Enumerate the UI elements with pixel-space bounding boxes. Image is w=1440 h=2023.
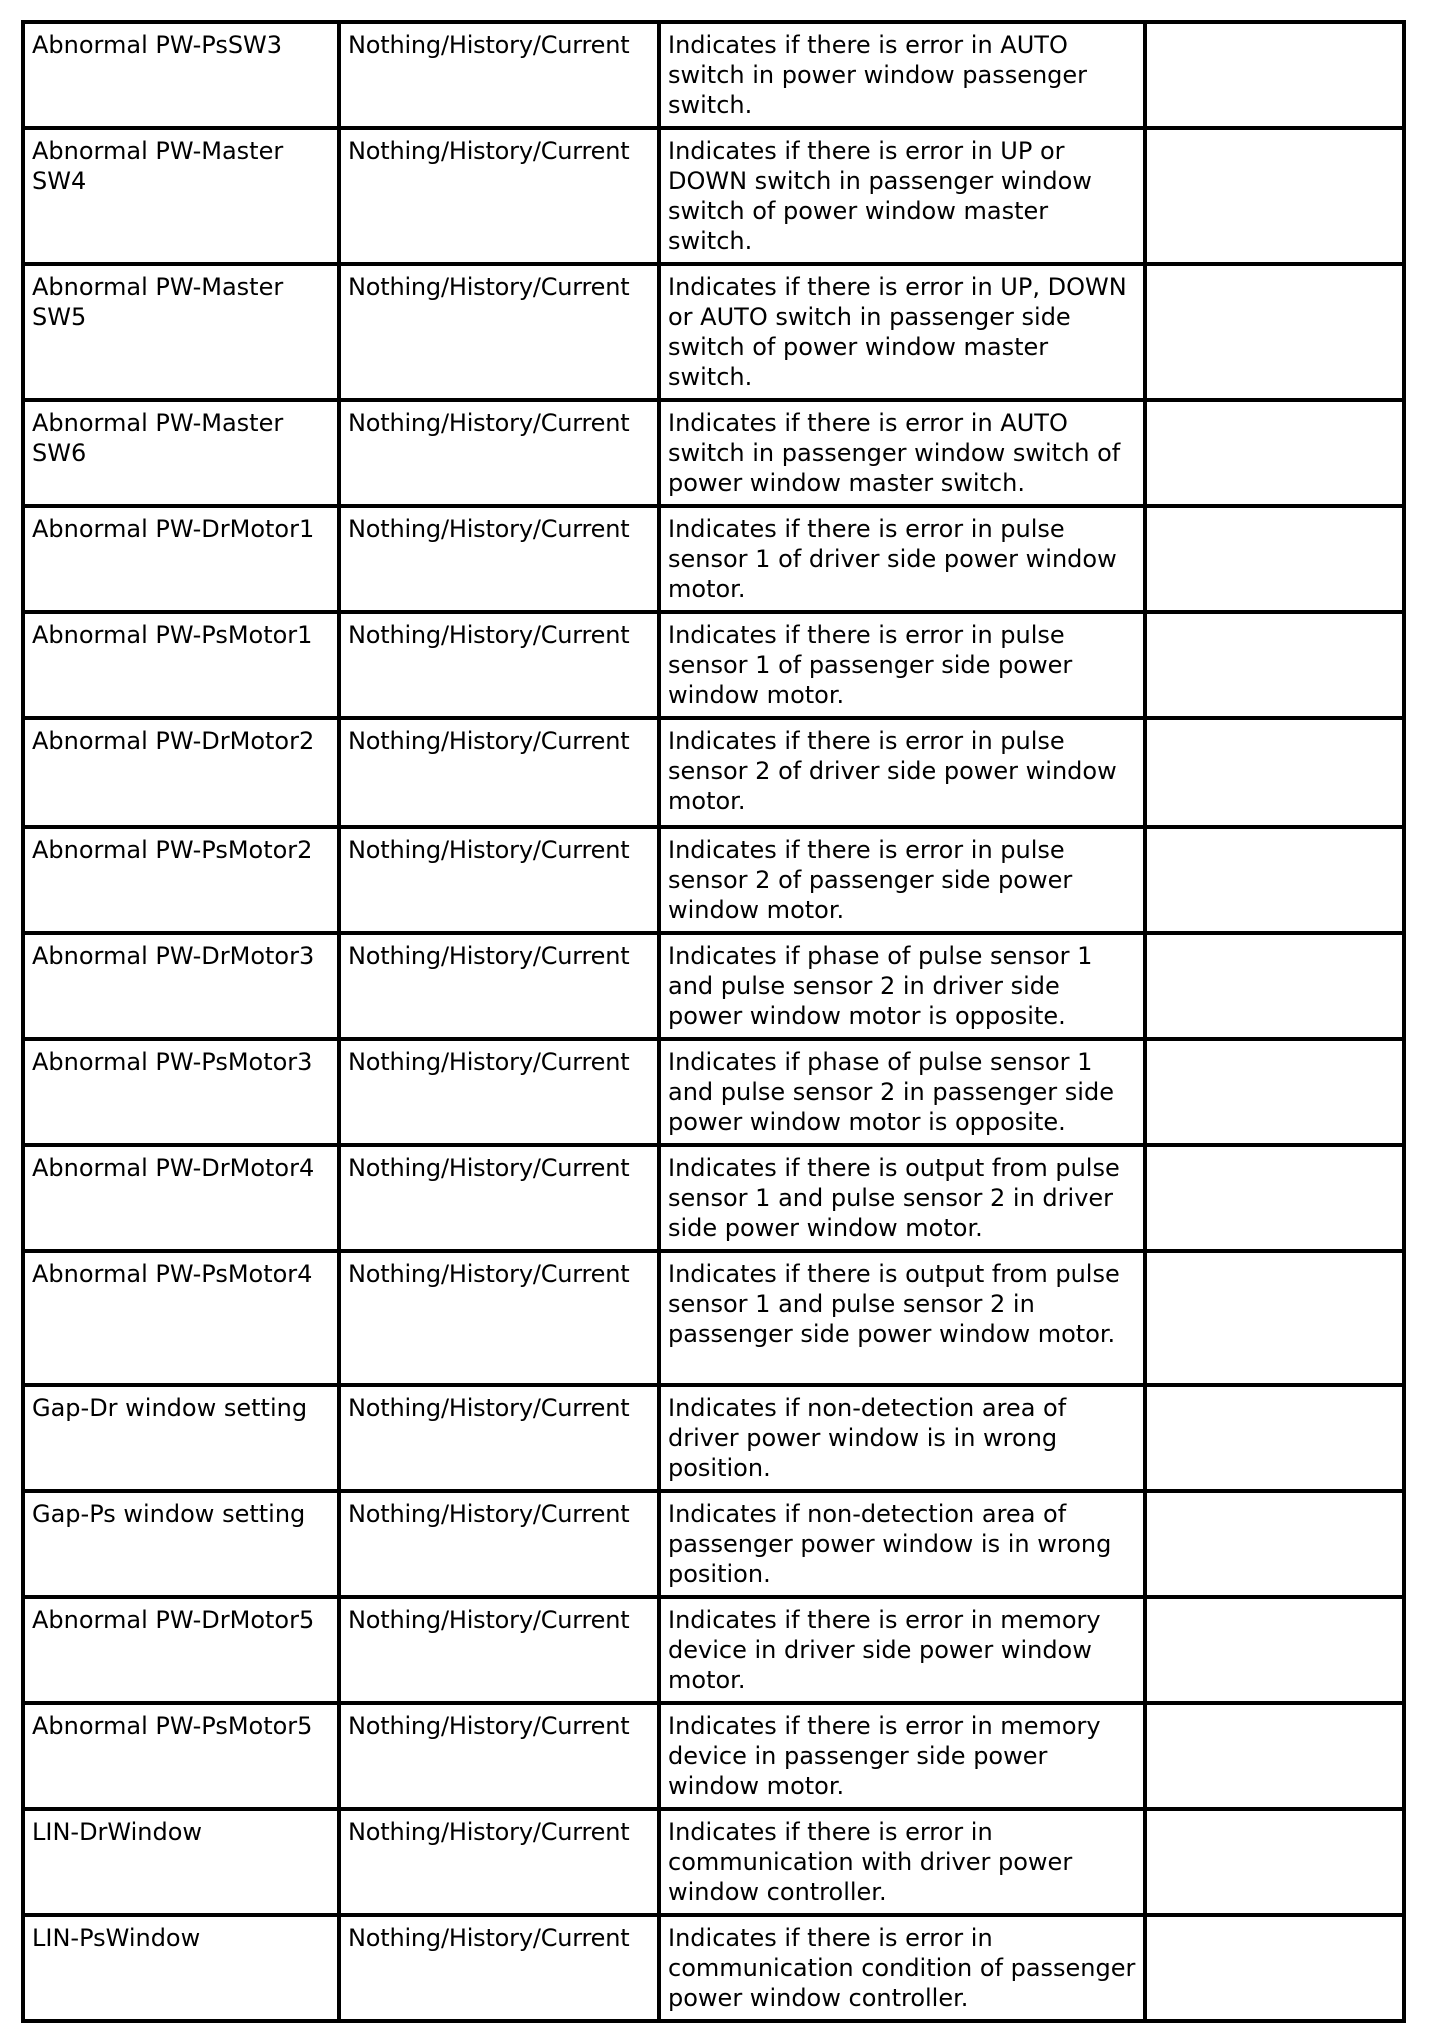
remark-cell	[1145, 22, 1404, 128]
description-cell: Indicates if there is error in pulse sensor 1 of passenger side power window motor.	[659, 612, 1145, 718]
remark-cell	[1145, 1385, 1404, 1491]
remark-cell	[1145, 1703, 1404, 1809]
state-values-cell: Nothing/History/Current	[339, 400, 659, 506]
table-row	[23, 612, 1404, 718]
description-cell: Indicates if there is output from pulse sensor 1 and pulse sensor 2 in passenger side power window motor.	[659, 1251, 1145, 1385]
description-cell: Indicates if there is error in pulse sensor 2 of passenger side power window motor.	[659, 827, 1145, 933]
table-body	[23, 22, 1404, 2021]
state-values-cell: Nothing/History/Current	[339, 506, 659, 612]
table-row	[23, 1809, 1404, 1915]
table-row	[23, 1491, 1404, 1597]
table-row	[23, 128, 1404, 264]
item-name-cell: Abnormal PW-PsMotor3	[23, 1039, 339, 1145]
description-cell: Indicates if there is output from pulse sensor 1 and pulse sensor 2 in driver side power window motor.	[659, 1145, 1145, 1251]
table-row	[23, 506, 1404, 612]
item-name-cell: Abnormal PW-Master SW5	[23, 264, 339, 400]
state-values-cell: Nothing/History/Current	[339, 933, 659, 1039]
item-name-cell: Abnormal PW-DrMotor3	[23, 933, 339, 1039]
item-name-cell: Gap-Ps window setting	[23, 1491, 339, 1597]
remark-cell	[1145, 1145, 1404, 1251]
remark-cell	[1145, 1039, 1404, 1145]
description-cell: Indicates if there is error in UP, DOWN or AUTO switch in passenger side switch of power window master switch.	[659, 264, 1145, 400]
item-name-cell: Abnormal PW-Master SW4	[23, 128, 339, 264]
item-name-cell: Abnormal PW-DrMotor4	[23, 1145, 339, 1251]
description-cell: Indicates if there is error in communication with driver power window controller.	[659, 1809, 1145, 1915]
remark-cell	[1145, 612, 1404, 718]
remark-cell	[1145, 1809, 1404, 1915]
remark-cell	[1145, 827, 1404, 933]
state-values-cell: Nothing/History/Current	[339, 612, 659, 718]
table-row	[23, 1915, 1404, 2021]
state-values-cell: Nothing/History/Current	[339, 1491, 659, 1597]
table-row	[23, 1385, 1404, 1491]
table-row	[23, 22, 1404, 128]
item-name-cell: Abnormal PW-DrMotor2	[23, 718, 339, 827]
state-values-cell: Nothing/History/Current	[339, 718, 659, 827]
remark-cell	[1145, 1915, 1404, 2021]
remark-cell	[1145, 400, 1404, 506]
description-cell: Indicates if there is error in AUTO switch in passenger window switch of power window master switch.	[659, 400, 1145, 506]
table-row	[23, 1145, 1404, 1251]
state-values-cell: Nothing/History/Current	[339, 1703, 659, 1809]
description-cell: Indicates if there is error in memory device in passenger side power window motor.	[659, 1703, 1145, 1809]
item-name-cell: Gap-Dr window setting	[23, 1385, 339, 1491]
state-values-cell: Nothing/History/Current	[339, 22, 659, 128]
table-row	[23, 1703, 1404, 1809]
state-values-cell: Nothing/History/Current	[339, 1597, 659, 1703]
state-values-cell: Nothing/History/Current	[339, 1039, 659, 1145]
description-cell: Indicates if there is error in pulse sensor 1 of driver side power window motor.	[659, 506, 1145, 612]
table-row	[23, 1251, 1404, 1385]
state-values-cell: Nothing/History/Current	[339, 1385, 659, 1491]
remark-cell	[1145, 1491, 1404, 1597]
description-cell: Indicates if there is error in memory device in driver side power window motor.	[659, 1597, 1145, 1703]
description-cell: Indicates if non-detection area of passenger power window is in wrong position.	[659, 1491, 1145, 1597]
table-row	[23, 827, 1404, 933]
description-cell: Indicates if phase of pulse sensor 1 and pulse sensor 2 in passenger side power window motor is opposite.	[659, 1039, 1145, 1145]
state-values-cell: Nothing/History/Current	[339, 827, 659, 933]
table-row	[23, 933, 1404, 1039]
diagnosis-table	[21, 20, 1406, 2023]
state-values-cell: Nothing/History/Current	[339, 1251, 659, 1385]
state-values-cell: Nothing/History/Current	[339, 1145, 659, 1251]
item-name-cell: Abnormal PW-PsMotor5	[23, 1703, 339, 1809]
item-name-cell: LIN-DrWindow	[23, 1809, 339, 1915]
state-values-cell: Nothing/History/Current	[339, 1915, 659, 2021]
state-values-cell: Nothing/History/Current	[339, 264, 659, 400]
item-name-cell: Abnormal PW-DrMotor1	[23, 506, 339, 612]
state-values-cell: Nothing/History/Current	[339, 1809, 659, 1915]
description-cell: Indicates if there is error in AUTO switch in power window passenger switch.	[659, 22, 1145, 128]
description-cell: Indicates if there is error in pulse sensor 2 of driver side power window motor.	[659, 718, 1145, 827]
table-row	[23, 718, 1404, 827]
remark-cell	[1145, 933, 1404, 1039]
remark-cell	[1145, 718, 1404, 827]
table-row	[23, 1039, 1404, 1145]
item-name-cell: Abnormal PW-PsMotor4	[23, 1251, 339, 1385]
state-values-cell: Nothing/History/Current	[339, 128, 659, 264]
item-name-cell: Abnormal PW-PsMotor2	[23, 827, 339, 933]
table-row	[23, 400, 1404, 506]
description-cell: Indicates if there is error in communication condition of passenger power window controller.	[659, 1915, 1145, 2021]
remark-cell	[1145, 1251, 1404, 1385]
item-name-cell: Abnormal PW-PsMotor1	[23, 612, 339, 718]
remark-cell	[1145, 1597, 1404, 1703]
remark-cell	[1145, 128, 1404, 264]
table-row	[23, 264, 1404, 400]
table-row	[23, 1597, 1404, 1703]
remark-cell	[1145, 264, 1404, 400]
item-name-cell: Abnormal PW-PsSW3	[23, 22, 339, 128]
description-cell: Indicates if there is error in UP or DOWN switch in passenger window switch of power window master switch.	[659, 128, 1145, 264]
description-cell: Indicates if non-detection area of driver power window is in wrong position.	[659, 1385, 1145, 1491]
description-cell: Indicates if phase of pulse sensor 1 and pulse sensor 2 in driver side power window motor is opposite.	[659, 933, 1145, 1039]
item-name-cell: Abnormal PW-DrMotor5	[23, 1597, 339, 1703]
item-name-cell: LIN-PsWindow	[23, 1915, 339, 2021]
remark-cell	[1145, 506, 1404, 612]
item-name-cell: Abnormal PW-Master SW6	[23, 400, 339, 506]
